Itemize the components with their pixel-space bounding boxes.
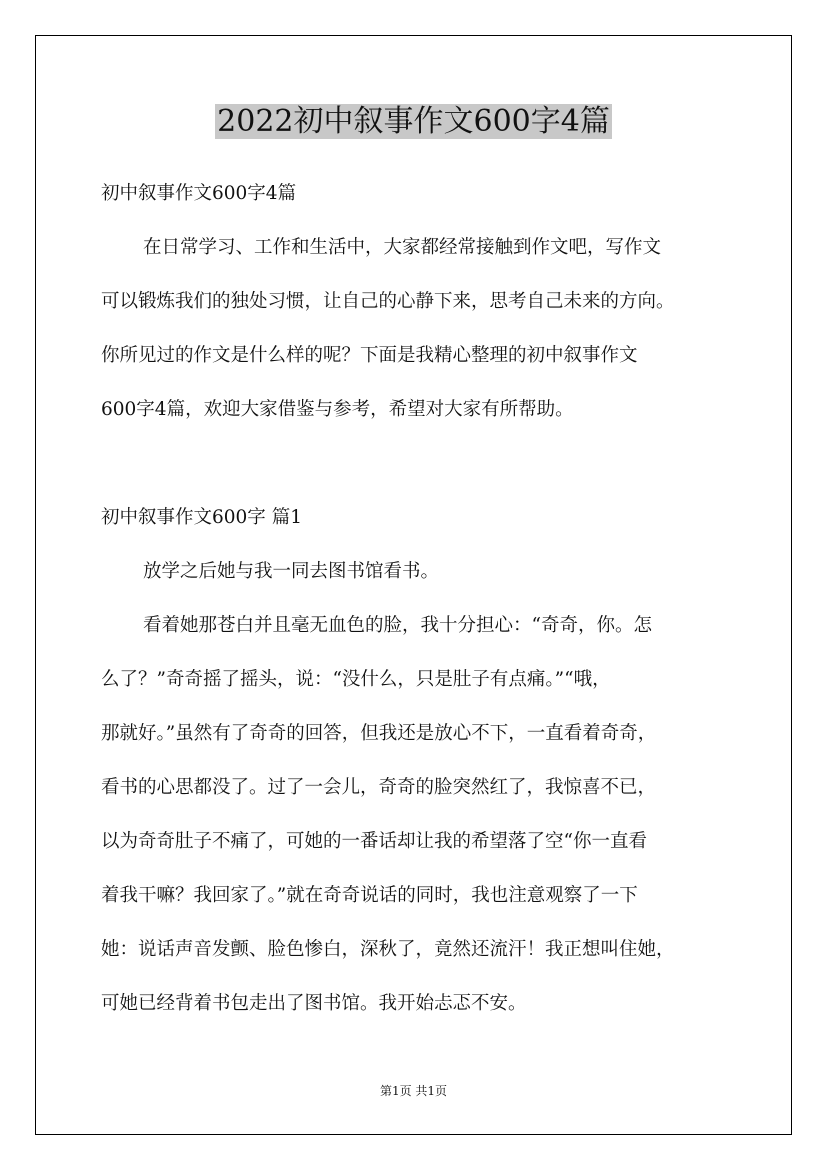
document-subtitle: 初中叙事作文600字4篇 bbox=[101, 183, 297, 204]
paragraph-line: 那就好。”虽然有了奇奇的回答，但我还是放心不下，一直看着奇奇， bbox=[101, 723, 657, 744]
document-title: 2022初中叙事作文600字4篇 bbox=[217, 104, 610, 139]
paragraph-line: 看着她那苍白并且毫无血色的脸，我十分担心：“奇奇，你。怎 bbox=[143, 615, 652, 636]
paragraph-line: 么了？”奇奇摇了摇头，说：“没什么，只是肚子有点痛。”“哦， bbox=[101, 669, 611, 690]
intro-line: 你所见过的作文是什么样的呢？下面是我精心整理的初中叙事作文 bbox=[101, 345, 638, 366]
paragraph-line: 看书的心思都没了。过了一会儿，奇奇的脸突然红了，我惊喜不已， bbox=[101, 777, 657, 798]
paragraph-line: 着我干嘛？我回家了。”就在奇奇说话的同时，我也注意观察了一下 bbox=[101, 885, 638, 906]
intro-line: 在日常学习、工作和生活中，大家都经常接触到作文吧，写作文 bbox=[143, 237, 662, 258]
paragraph-line: 可她已经背着书包走出了图书馆。我开始忐忑不安。 bbox=[101, 993, 527, 1014]
paragraph-line: 放学之后她与我一同去图书馆看书。 bbox=[143, 561, 440, 582]
page-number-footer: 第1页 共1页 bbox=[379, 1084, 448, 1098]
section-heading: 初中叙事作文600字 篇1 bbox=[101, 507, 302, 528]
paragraph-line: 以为奇奇肚子不痛了，可她的一番话却让我的希望落了空“你一直看 bbox=[101, 831, 647, 852]
intro-line: 600字4篇，欢迎大家借鉴与参考，希望对大家有所帮助。 bbox=[101, 399, 574, 420]
intro-line: 可以锻炼我们的独处习惯，让自己的心静下来，思考自己未来的方向。 bbox=[101, 291, 675, 312]
paragraph-line: 她：说话声音发颤、脸色惨白，深秋了，竟然还流汗！我正想叫住她， bbox=[101, 939, 675, 960]
